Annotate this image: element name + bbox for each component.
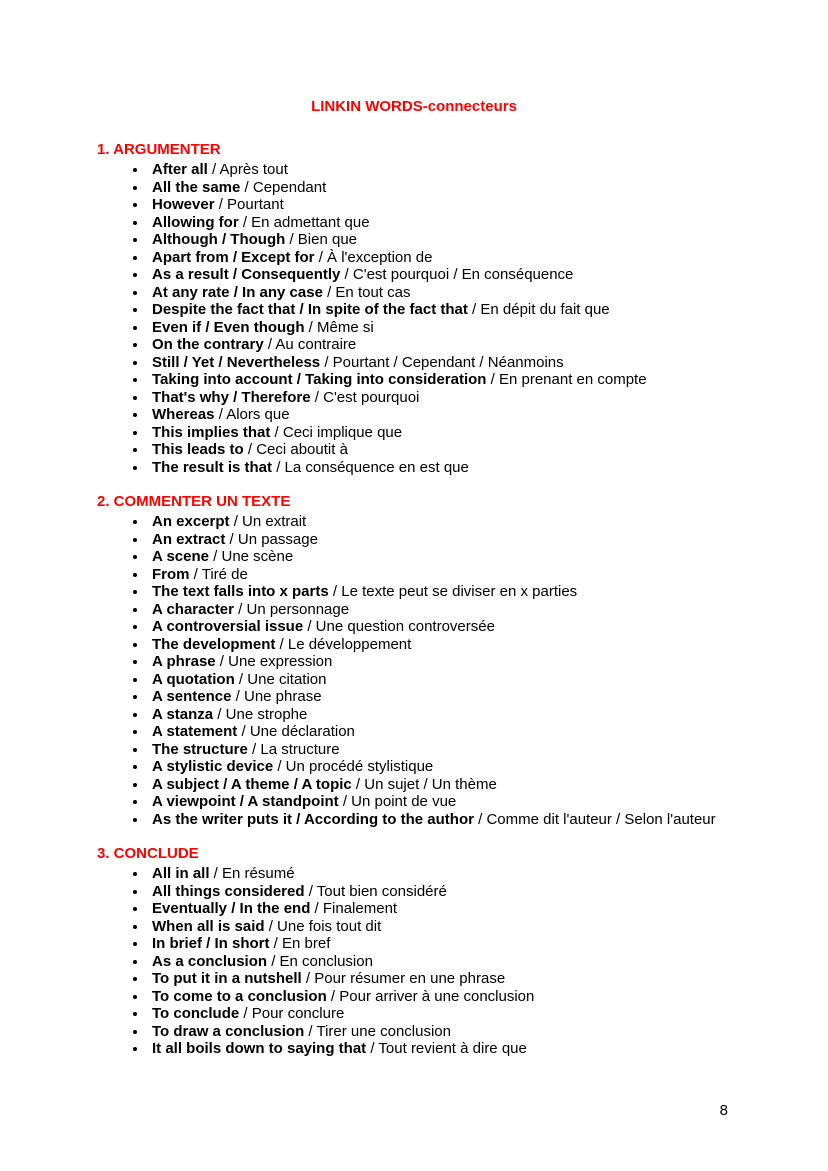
term-english: As a result / Consequently bbox=[152, 266, 341, 283]
term-english: Despite the fact that / In spite of the fact that bbox=[152, 301, 468, 318]
word-list bbox=[97, 513, 731, 828]
list-item bbox=[148, 179, 731, 197]
term-english: A statement bbox=[152, 723, 238, 740]
list-item bbox=[148, 371, 731, 389]
term-french: / En admettant que bbox=[238, 213, 370, 231]
term-english: A stylistic device bbox=[152, 758, 274, 775]
list-item bbox=[148, 601, 731, 619]
list-item bbox=[148, 865, 731, 883]
list-item bbox=[148, 1040, 731, 1058]
section-heading: 3. CONCLUDE bbox=[97, 845, 199, 862]
term-english: Apart from / Except for bbox=[152, 248, 315, 266]
list-item bbox=[148, 441, 731, 459]
term-english: From bbox=[152, 565, 190, 583]
page-number: 8 bbox=[719, 1102, 728, 1119]
term-french: / Pour arriver à une conclusion bbox=[326, 987, 535, 1005]
list-item bbox=[148, 424, 731, 442]
list-item bbox=[148, 1023, 731, 1041]
term-french: / Une expression bbox=[215, 653, 333, 670]
list-item bbox=[148, 1005, 731, 1023]
list-item bbox=[148, 583, 731, 601]
term-english: An extract bbox=[152, 530, 226, 548]
list-item bbox=[148, 406, 731, 424]
term-french: / C'est pourquoi bbox=[310, 388, 420, 406]
term-english: A phrase bbox=[152, 653, 216, 670]
word-list bbox=[97, 161, 731, 476]
term-french: / Tout bien considéré bbox=[304, 882, 447, 900]
term-french: / Un extrait bbox=[229, 513, 307, 530]
term-french: / Le développement bbox=[275, 635, 412, 653]
term-french: / La structure bbox=[247, 740, 340, 758]
term-french: / C'est pourquoi / En conséquence bbox=[340, 266, 574, 283]
term-english: A quotation bbox=[152, 670, 235, 688]
list-item bbox=[148, 900, 731, 918]
word-list bbox=[97, 865, 731, 1058]
term-french: / Pourtant / Cependant / Néanmoins bbox=[320, 353, 564, 371]
term-french: / En prenant en compte bbox=[486, 371, 647, 388]
term-english: This implies that bbox=[152, 423, 271, 441]
list-item bbox=[148, 354, 731, 372]
term-french: / Pour résumer en une phrase bbox=[301, 970, 506, 987]
term-english: To draw a conclusion bbox=[152, 1022, 305, 1040]
list-item bbox=[148, 970, 731, 988]
term-french: / Après tout bbox=[207, 161, 288, 178]
term-french: / Cependant bbox=[240, 178, 327, 196]
list-item bbox=[148, 389, 731, 407]
list-item bbox=[148, 459, 731, 477]
term-english: A sentence bbox=[152, 688, 232, 705]
term-french: / Un passage bbox=[225, 530, 318, 548]
term-french: / En tout cas bbox=[322, 283, 411, 301]
term-french: / Tout revient à dire que bbox=[366, 1040, 527, 1057]
list-item bbox=[148, 161, 731, 179]
term-french: / Ceci implique que bbox=[270, 423, 403, 441]
term-english: An excerpt bbox=[152, 513, 230, 530]
term-french: / Une question controversée bbox=[303, 618, 495, 635]
term-english: All the same bbox=[152, 178, 241, 196]
term-french: / Comme dit l'auteur / Selon l'auteur bbox=[473, 810, 716, 828]
term-english: After all bbox=[152, 161, 208, 178]
term-english: It all boils down to saying that bbox=[152, 1040, 367, 1057]
term-english: A stanza bbox=[152, 705, 214, 723]
term-english: When all is said bbox=[152, 917, 265, 935]
list-item bbox=[148, 883, 731, 901]
list-item bbox=[148, 548, 731, 566]
term-french: / Alors que bbox=[214, 406, 290, 423]
list-item bbox=[148, 214, 731, 232]
section-heading: 1. ARGUMENTER bbox=[97, 141, 221, 158]
term-english: The structure bbox=[152, 740, 248, 758]
term-english: The result is that bbox=[152, 458, 273, 476]
list-item bbox=[148, 319, 731, 337]
list-item bbox=[148, 618, 731, 636]
list-item bbox=[148, 513, 731, 531]
term-english: As the writer puts it / According to the author bbox=[152, 810, 474, 828]
list-item bbox=[148, 531, 731, 549]
term-english: Still / Yet / Nevertheless bbox=[152, 353, 321, 371]
term-french: / Bien que bbox=[285, 231, 358, 248]
term-english: That's why / Therefore bbox=[152, 388, 311, 406]
term-french: / La conséquence en est que bbox=[272, 458, 469, 476]
page-title: LINKIN WORDS-connecteurs bbox=[311, 98, 517, 115]
section-heading: 2. COMMENTER UN TEXTE bbox=[97, 493, 291, 510]
term-english: All things considered bbox=[152, 882, 305, 900]
list-item bbox=[148, 776, 731, 794]
term-english: Although / Though bbox=[152, 231, 286, 248]
term-french: / Finalement bbox=[310, 900, 398, 917]
list-item bbox=[148, 636, 731, 654]
term-english: This leads to bbox=[152, 441, 244, 458]
term-english: The development bbox=[152, 635, 276, 653]
list-item bbox=[148, 706, 731, 724]
term-english: To put it in a nutshell bbox=[152, 970, 302, 987]
term-french: / En bref bbox=[269, 935, 331, 952]
list-item bbox=[148, 935, 731, 953]
list-item bbox=[148, 231, 731, 249]
list-item bbox=[148, 988, 731, 1006]
list-item bbox=[148, 811, 731, 829]
list-item bbox=[148, 741, 731, 759]
term-french: / Tirer une conclusion bbox=[304, 1022, 451, 1040]
term-english: A scene bbox=[152, 548, 209, 565]
term-english: Even if / Even though bbox=[152, 318, 305, 336]
term-french: / Un sujet / Un thème bbox=[351, 775, 497, 793]
list-item bbox=[148, 301, 731, 319]
list-item bbox=[148, 196, 731, 214]
section-commenter-un-texte bbox=[97, 493, 731, 828]
section-conclude bbox=[97, 845, 731, 1058]
term-english: To come to a conclusion bbox=[152, 987, 327, 1005]
term-english: Allowing for bbox=[152, 213, 239, 231]
term-french: / À l'exception de bbox=[314, 248, 433, 266]
term-french: / En conclusion bbox=[267, 952, 373, 970]
term-english: In brief / In short bbox=[152, 935, 270, 952]
term-english: A controversial issue bbox=[152, 618, 304, 635]
term-french: / Pourtant bbox=[214, 196, 284, 213]
list-item bbox=[148, 671, 731, 689]
term-french: / Un procédé stylistique bbox=[273, 758, 434, 775]
term-english: To conclude bbox=[152, 1005, 240, 1022]
term-english: Eventually / In the end bbox=[152, 900, 311, 917]
list-item bbox=[148, 758, 731, 776]
term-english: At any rate / In any case bbox=[152, 283, 323, 301]
section-argumenter bbox=[97, 141, 731, 476]
list-item bbox=[148, 953, 731, 971]
term-english: A character bbox=[152, 600, 234, 618]
list-item bbox=[148, 566, 731, 584]
term-french: / Même si bbox=[304, 318, 374, 336]
term-english: On the contrary bbox=[152, 336, 264, 353]
list-item bbox=[148, 653, 731, 671]
term-french: / Pour conclure bbox=[239, 1005, 345, 1022]
term-french: / Le texte peut se diviser en x parties bbox=[328, 583, 578, 600]
term-english: All in all bbox=[152, 865, 210, 882]
list-item bbox=[148, 266, 731, 284]
term-french: / Tiré de bbox=[189, 565, 248, 583]
list-item bbox=[148, 688, 731, 706]
list-item bbox=[148, 249, 731, 267]
term-french: / Une scène bbox=[208, 548, 294, 565]
term-english: A viewpoint / A standpoint bbox=[152, 793, 339, 810]
term-english: However bbox=[152, 196, 215, 213]
term-french: / Un point de vue bbox=[338, 793, 457, 810]
term-english: Whereas bbox=[152, 406, 215, 423]
term-english: As a conclusion bbox=[152, 952, 268, 970]
term-french: / Un personnage bbox=[234, 600, 350, 618]
term-french: / Au contraire bbox=[263, 336, 357, 353]
term-french: / En dépit du fait que bbox=[467, 301, 610, 318]
term-french: / Une phrase bbox=[231, 688, 322, 705]
term-french: / Une citation bbox=[234, 670, 327, 688]
term-french: / Une fois tout dit bbox=[264, 917, 382, 935]
term-french: / Une strophe bbox=[213, 705, 308, 723]
list-item bbox=[148, 723, 731, 741]
term-french: / Une déclaration bbox=[237, 723, 355, 740]
list-item bbox=[148, 793, 731, 811]
list-item bbox=[148, 336, 731, 354]
list-item bbox=[148, 284, 731, 302]
term-english: Taking into account / Taking into consideration bbox=[152, 371, 487, 388]
term-english: The text falls into x parts bbox=[152, 583, 329, 600]
term-french: / Ceci aboutit à bbox=[243, 441, 348, 458]
term-english: A subject / A theme / A topic bbox=[152, 775, 352, 793]
term-french: / En résumé bbox=[209, 865, 295, 882]
list-item bbox=[148, 918, 731, 936]
